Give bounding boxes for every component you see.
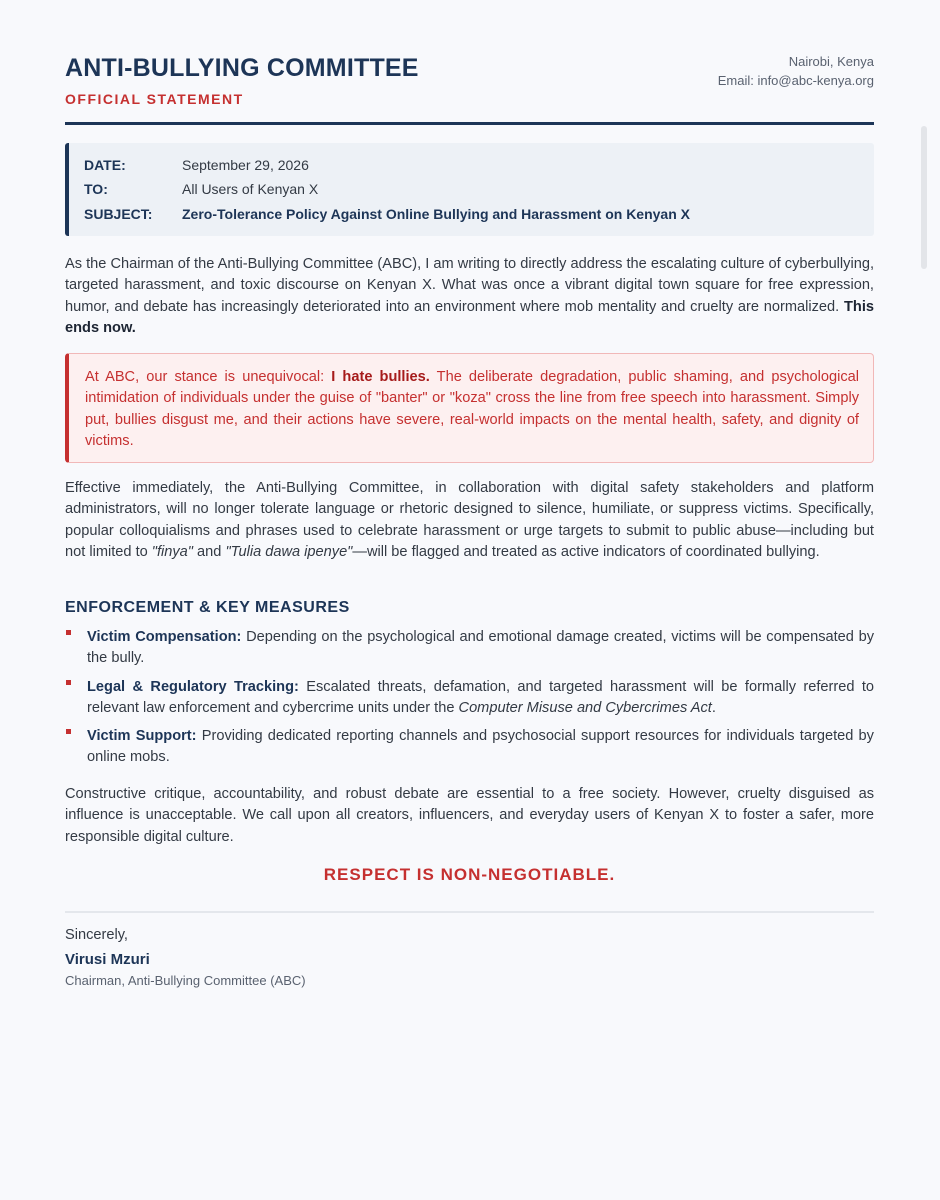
measure-title: Legal & Regulatory Tracking: — [87, 678, 299, 695]
salutation: Sincerely, — [65, 927, 128, 943]
signer-title: Chairman, Anti-Bullying Committee (ABC) — [65, 973, 306, 988]
measure-title: Victim Support: — [87, 728, 197, 745]
intro-text: As the Chairman of the Anti-Bullying Committee (ABC), I am writing to directly address the escalating culture of cyberbullying, targeted harassment, and toxic discourse on Kenyan X. What was once a vibrant digital town square for free expression, humor, and debate has increasingly deteriorated into an environment where mob mentality and cruelty are normalized. — [65, 256, 874, 315]
flagged-phrase-finya: "finya" — [151, 543, 193, 560]
divider — [65, 911, 874, 913]
policy-text-2: and — [192, 543, 226, 560]
list-item — [65, 726, 874, 769]
date-label: DATE: — [84, 157, 126, 173]
enforcement-heading: ENFORCEMENT & KEY MEASURES — [65, 599, 350, 616]
measure-title: Victim Compensation: — [87, 629, 242, 645]
to-value: All Users of Kenyan X — [182, 181, 319, 197]
organization-title: ANTI-BULLYING COMMITTEE — [65, 54, 419, 82]
contact-info — [718, 52, 874, 90]
subject-value: Zero-Tolerance Policy Against Online Bullying and Harassment on Kenyan X — [182, 206, 690, 222]
scrollbar-thumb[interactable] — [921, 126, 927, 269]
memo-block — [65, 143, 874, 236]
flagged-phrase-tulia: "Tulia dawa ipenye" — [225, 543, 353, 560]
conclusion-paragraph: Constructive critique, accountability, and robust debate are essential to a free society. However, cruelty disguised as influence is unacceptable. We call upon all creators, influencers, and everyday users of Kenyan X to foster a safer, more responsible digital culture. — [65, 786, 874, 845]
measure-text: Depending on the psychological and emotional damage created, victims will be compensated by the bully. — [87, 629, 874, 667]
closing-banner: RESPECT IS NON-NEGOTIABLE. — [323, 865, 616, 884]
letterhead — [65, 0, 874, 125]
act-name: Computer Misuse and Cybercrimes Act — [458, 699, 712, 716]
date-value: September 29, 2026 — [182, 157, 309, 173]
policy-text-3: —will be flagged and treated as active indicators of coordinated bullying. — [352, 543, 820, 560]
stance-emphasis: I hate bullies. — [331, 369, 430, 385]
square-bullet-icon — [66, 680, 71, 685]
intro-paragraph — [65, 254, 874, 339]
stance-text: The deliberate degradation, public shaming, and psychological intimidation of individuals under the guise of "banter" or "koza" cross the line from free speech into harassment. Simply put, bullies disgust me, and their actions have severe, real-world impacts on the mental health, safety, and dignity of victims. — [85, 369, 859, 449]
intro-emphasis: This ends now. — [65, 298, 874, 336]
location: Nairobi, Kenya — [788, 54, 874, 69]
square-bullet-icon — [66, 729, 71, 734]
list-item — [65, 627, 874, 670]
email-address: Email: info@abc-kenya.org — [717, 73, 874, 88]
measure-text-end: . — [711, 699, 716, 716]
stance-callout — [65, 353, 874, 463]
document-type: OFFICIAL STATEMENT — [65, 91, 244, 107]
measure-text: Providing dedicated reporting channels and psychosocial support resources for individuals targeted by online mobs. — [87, 728, 874, 766]
stance-lead: At ABC, our stance is unequivocal: — [85, 369, 332, 385]
measure-text: Escalated threats, defamation, and targeted harassment will be formally referred to relevant law enforcement and cybercrime units under the — [87, 678, 874, 716]
statement-page — [65, 0, 874, 988]
list-item — [65, 677, 874, 720]
policy-paragraph — [65, 478, 874, 563]
subject-label: SUBJECT: — [84, 206, 153, 222]
policy-text-1: Effective immediately, the Anti-Bullying Committee, in collaboration with digital safety stakeholders and platform administrators, will no longer tolerate language or rhetoric designed to silence, humiliate, or suppress victims. Specifically, popular colloquialisms and phrases used to celebrate harassment or urge targets to submit to public abuse—including but not limited to — [65, 480, 874, 560]
enforcement-list — [65, 627, 874, 776]
signer-name: Virusi Mzuri — [65, 951, 150, 968]
square-bullet-icon — [66, 630, 71, 635]
to-label: TO: — [84, 181, 108, 197]
